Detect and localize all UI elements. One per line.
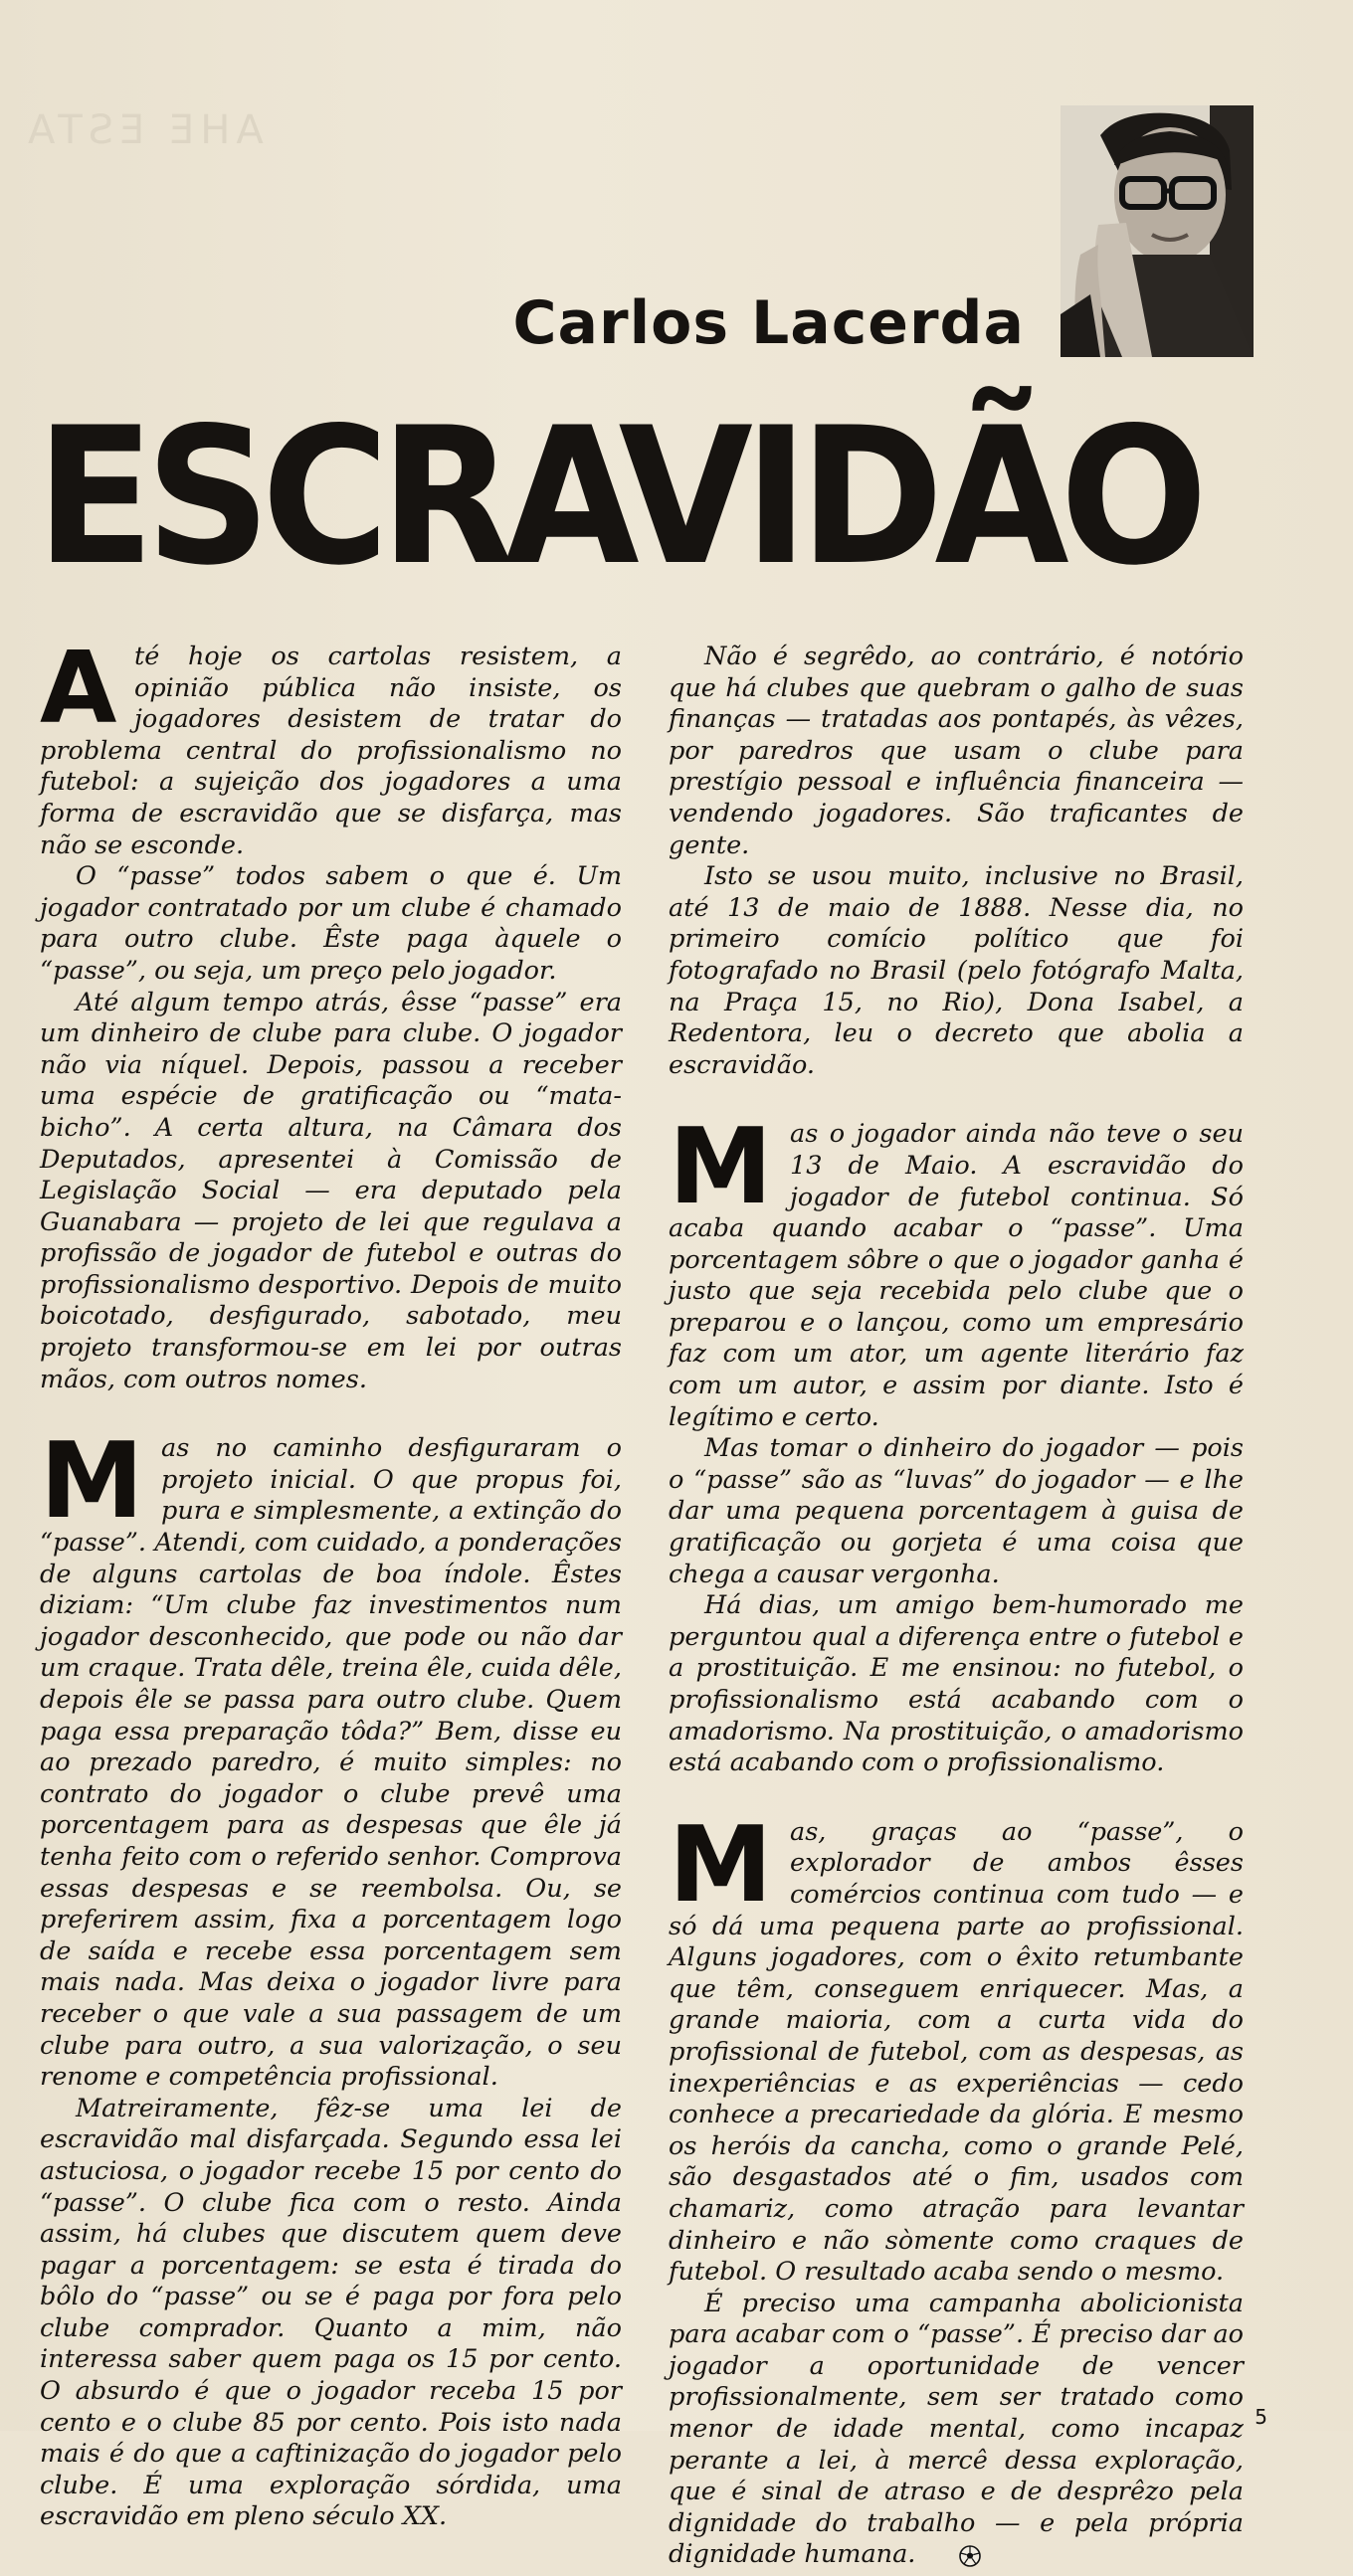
right-section-1 [669, 642, 1244, 1081]
page-number: 5 [1255, 2405, 1267, 2429]
football-icon [923, 2544, 945, 2566]
paragraph: Mas tomar o dinheiro do jogador — pois o “passe” são as “luvas” do jogador — e lhe dar uma pequena porcentagem à guisa de gratificação ou gorjeta é uma coisa que chega a causar vergonha. [669, 1433, 1244, 1589]
paragraph: té hoje os cartolas resistem, a opinião pública não insiste, os jogadores desistem de tratar do problema central do profissionalismo no futebol: a sujeição dos jogadores a uma forma de escravidão que se disfarça, mas não se esconde. [40, 642, 622, 860]
paragraph-text: É preciso uma campanha abolicionista para acabar com o “passe”. É preciso dar ao jogador a oportunidade de vencer profissionalmente, sem ser tratado como menor de idade mental, como incapaz perante a lei, à mercê dessa exploração, que é sinal de atraso e de desprêzo pela dignidade do trabalho — e pela própria dignidade humana. [669, 2288, 1244, 2570]
paragraph: as o jogador ainda não teve o seu 13 de Maio. A escravidão do jogador de futebol continua. Só acaba quando acabar o “passe”. Uma porcentagem sôbre o que o jogador ganha é justo que seja recebida pelo clube que o preparou e o lançou, como um empresário faz com um ator, um agente literário faz com um autor, e assim por diante. Isto é legítimo e certo. [669, 1119, 1244, 1432]
left-section-1 [40, 630, 622, 1395]
paragraph: Isto se usou muito, inclusive no Brasil, até 13 de maio de 1888. Nesse dia, no primeiro comício político que foi fotografado no Brasil (pelo fotógrafo Malta, na Praça 15, no Rio), Dona Isabel, a Redentora, leu o decreto que abolia a escravidão. [669, 861, 1244, 1080]
author-name: Carlos Lacerda [512, 288, 1025, 358]
paragraph: as no caminho desfiguraram o projeto inicial. O que propus foi, pura e simplesmente, a extinção do “passe”. Atendi, com cuidado, a ponderações de alguns cartolas de boa índole. Êstes diziam: “Um clube faz investimentos num jogador desconhecido, que pode ou não dar um craque. Trata dêle, treina êle, cuida dêle, depois êle se passa para outro clube. Quem paga essa preparação tôda?” Bem, disse eu ao prezado paredro, é muito simples: no contrato do jogador o clube prevê uma porcentagem para as despesas que êle já tenha feito com o referido senhor. Comprova essas despesas e se reembolsa. Ou, se preferirem assim, fixa a porcentagem logo de saída e recebe essa porcentagem sem mais nada. Mas deixa o jogador livre para receber o que vale a sua passagem de um clube para outro, a sua valorização, o seu renome e competência profissional. [40, 1433, 622, 2093]
right-column [669, 642, 1244, 2571]
right-section-2 [669, 1106, 1244, 1778]
drop-cap: M [669, 1803, 767, 1926]
paragraph [669, 2289, 1244, 2571]
show-through-text: AHE ESTA [22, 107, 264, 153]
paragraph: Matreiramente, fêz-se uma lei de escravidão mal disfarçada. Segundo essa lei astuciosa, o jogador recebe 15 por cento do “passe”. O clube fica com o resto. Ainda assim, há clubes que discutem quem deve pagar a porcentagem: se esta é tirada do bôlo do “passe” ou se é paga por fora pelo clube comprador. Quanto a mim, não interessa saber quem paga os 15 por cento. O absurdo é que o jogador receba 15 por cento e o clube 85 por cento. Pois isto nada mais é do que a caftinização do jogador pelo clube. É uma exploração sórdida, uma escravidão em pleno século XX. [40, 2093, 622, 2532]
right-section-3 [669, 1803, 1244, 2571]
drop-cap: M [40, 1420, 138, 1543]
paragraph: O “passe” todos sabem o que é. Um jogador contratado por um clube é chamado para outro clube. Êste paga àquele o “passe”, ou seja, um preço pelo jogador. [40, 861, 622, 986]
drop-cap: M [669, 1106, 767, 1228]
paragraph: as, graças ao “passe”, o explorador de ambos êsses comércios continua com tudo — e só dá uma pequena parte ao profissional. Alguns jogadores, com o êxito retumbante que têm, conseguem enriquecer. Mas, a grande maioria, com a curta vida do profissional de futebol, com as despesas, as inexperiências e as experiências — cedo conhece a precariedade da glória. E mesmo os heróis da cancha, como o grande Pelé, são desgastados até o fim, usados com chamariz, como atração para levantar dinheiro e não sòmente como craques de futebol. O resultado acaba sendo o mesmo. [669, 1816, 1244, 2288]
article-headline: ESCRAVIDÃO [36, 387, 1199, 607]
left-column [40, 630, 622, 2533]
paragraph: Não é segrêdo, ao contrário, é notório que há clubes que quebram o galho de suas finanças — tratadas aos pontapés, às vêzes, por paredros que usam o clube para prestígio pessoal e influência financeira — vendendo jogadores. São traficantes de gente. [669, 642, 1244, 860]
author-photo [1061, 105, 1254, 357]
paragraph: Até algum tempo atrás, êsse “passe” era um dinheiro de clube para clube. O jogador não via níquel. Depois, passou a receber uma espécie de gratificação ou “mata-bicho”. A certa altura, na Câmara dos Deputados, apresentei à Comissão de Legislação Social — era deputado pela Guanabara — projeto de lei que regulava a profissão de jogador de futebol e outras do profissionalismo desportivo. Depois de muito boicotado, desfigurado, sabotado, meu projeto transformou-se em lei por outras mãos, com outros nomes. [40, 987, 622, 1394]
drop-cap: A [40, 630, 117, 746]
left-section-2 [40, 1420, 622, 2533]
paragraph: Há dias, um amigo bem-humorado me perguntou qual a diferença entre o futebol e a prostituição. E me ensinou: no futebol, o profissionalismo está acabando com o amadorismo. Na prostituição, o amadorismo está acabando com o profissionalismo. [669, 1590, 1244, 1778]
